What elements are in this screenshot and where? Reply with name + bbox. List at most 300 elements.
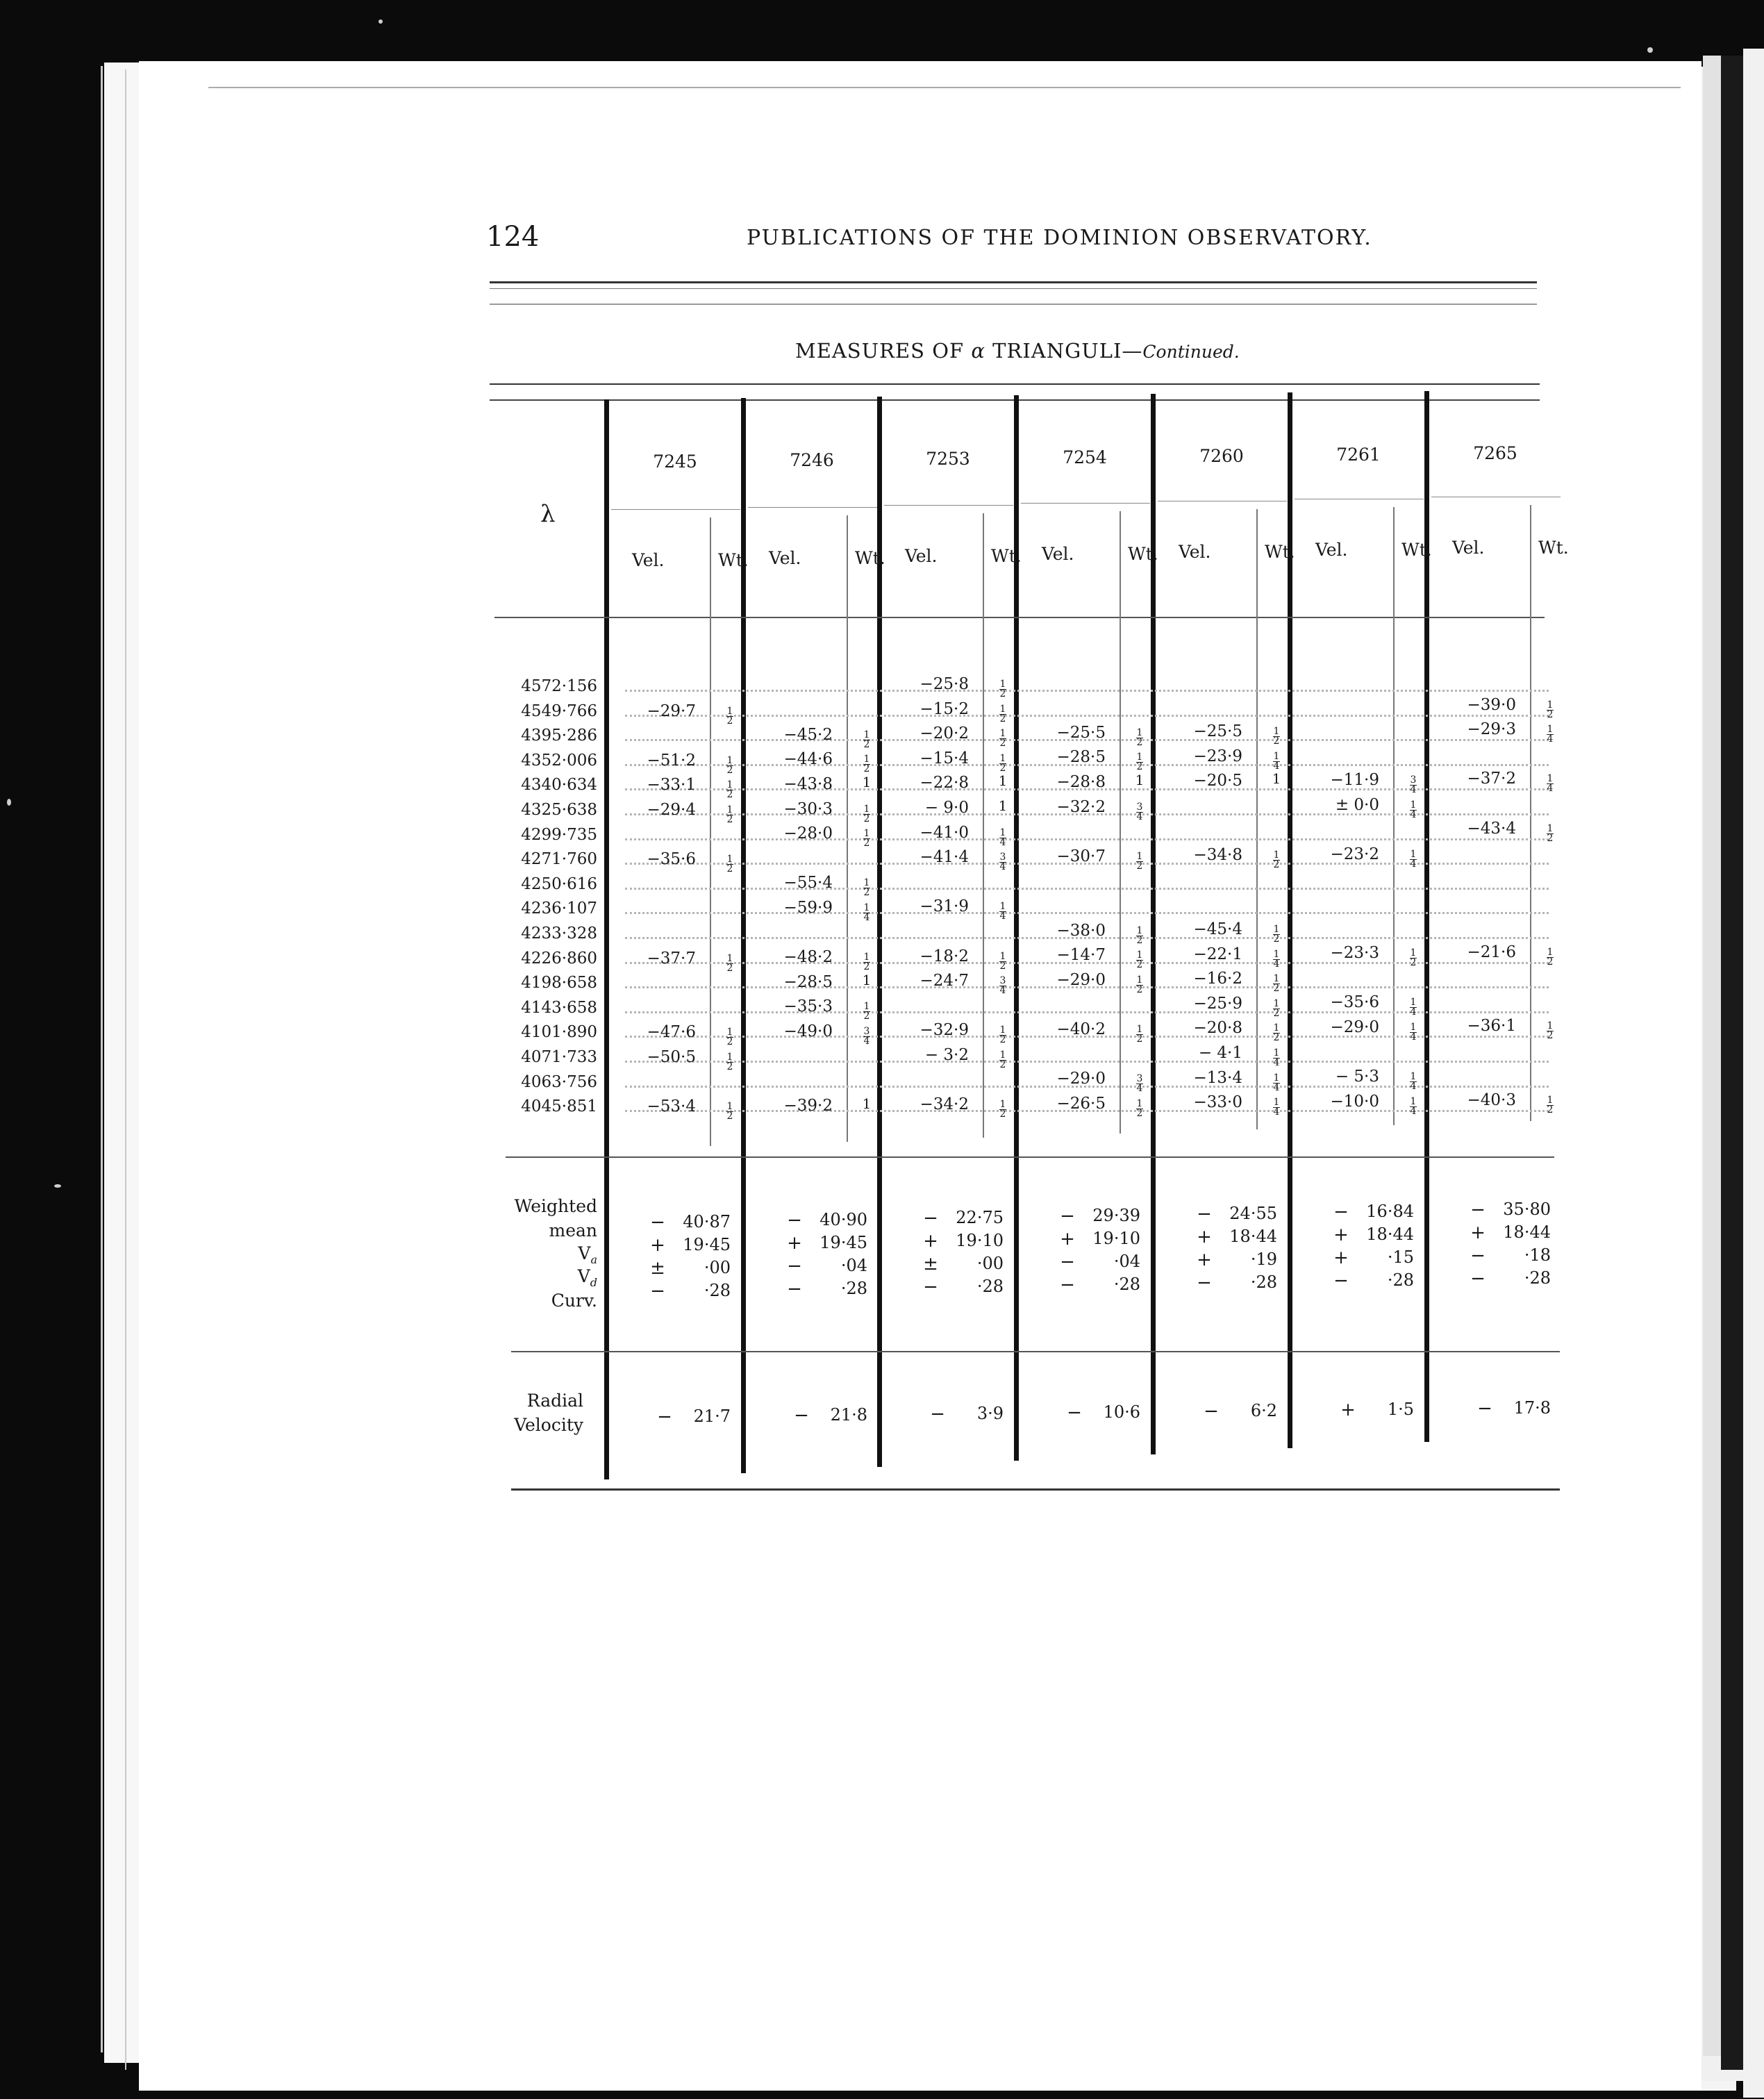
summary-sign: + (1470, 1222, 1486, 1243)
weight-fraction (726, 1054, 733, 1071)
weight-value (1403, 770, 1424, 794)
fraction-numerator: 1 (1136, 974, 1143, 986)
velocity-value: −51·2 (647, 751, 696, 770)
fraction-denominator: 2 (999, 738, 1006, 749)
weight-fraction (1547, 775, 1554, 793)
fraction-numerator: 1 (726, 754, 733, 766)
wavelength: 4143·658 (521, 998, 597, 1017)
radial-velocity-value: 21·7 (693, 1407, 731, 1426)
weight-fraction (863, 731, 870, 749)
fraction-denominator: 4 (1410, 1081, 1417, 1093)
summary-value: 22·75 (956, 1208, 1004, 1227)
weight-fraction (1136, 1023, 1143, 1045)
summary-sign: − (650, 1281, 665, 1302)
velocity-value: −23·3 (1330, 944, 1379, 963)
weight-value (856, 996, 877, 1020)
fraction-denominator: 2 (999, 960, 1006, 972)
velocity-value: −23·2 (1330, 845, 1379, 863)
fraction-denominator: 2 (863, 961, 870, 973)
fraction-denominator: 2 (1273, 1032, 1280, 1044)
weight-fraction (726, 705, 733, 727)
summary-sign: − (1197, 1204, 1212, 1225)
velocity-value: −28·5 (1056, 748, 1106, 767)
radial-velocity-sign: − (930, 1404, 945, 1425)
vel-wt-divider (1393, 507, 1395, 1125)
radial-velocity-value: 10·6 (1103, 1402, 1140, 1422)
fraction-numerator: 1 (1273, 1072, 1280, 1084)
fraction-numerator: 1 (726, 854, 733, 865)
weight-value (719, 849, 740, 873)
page-top-edge (208, 87, 1681, 88)
velocity-value: −41·4 (920, 848, 969, 867)
velocity-value: −30·7 (1056, 847, 1106, 865)
weight-value (1129, 1068, 1150, 1093)
weight-value (1403, 943, 1424, 967)
weight-fraction (999, 1052, 1006, 1069)
velocity-value: −43·8 (783, 774, 833, 793)
summary-value: 19·10 (1092, 1229, 1140, 1248)
wt-header: Wt. (991, 546, 1022, 566)
wt-header: Wt. (855, 548, 885, 568)
vel-header: Vel. (1452, 538, 1485, 558)
velocity-value: −28·8 (1056, 772, 1106, 791)
fraction-denominator: 2 (999, 1059, 1006, 1070)
fraction-denominator: 4 (1273, 958, 1280, 970)
vel-header: Vel. (905, 546, 938, 566)
summary-sign: − (1333, 1270, 1349, 1291)
summary-value: ·28 (1113, 1275, 1140, 1294)
radial-velocity-value: 21·8 (830, 1405, 867, 1425)
velocity-value: −32·2 (1056, 797, 1106, 816)
weight-fraction (1273, 1047, 1280, 1068)
weight-fraction (726, 1103, 733, 1120)
weight-value (1129, 970, 1150, 994)
fraction-denominator: 2 (1547, 1030, 1554, 1042)
fraction-denominator: 4 (999, 911, 1006, 922)
fraction-denominator: 2 (1136, 761, 1143, 773)
fraction-numerator: 1 (1410, 1095, 1417, 1107)
weight-value (856, 799, 877, 823)
fraction-numerator: 1 (1136, 1097, 1143, 1109)
velocity-value: −36·1 (1467, 1017, 1516, 1036)
vel-wt-divider (847, 515, 848, 1142)
velocity-value: −30·3 (783, 799, 833, 818)
fraction-denominator: 2 (999, 1034, 1006, 1046)
plate-number: 7265 (1473, 443, 1517, 463)
weight-fraction (1273, 926, 1280, 943)
velocity-value: −35·6 (1330, 993, 1379, 1012)
page-edge (101, 66, 103, 2052)
fraction-denominator: 4 (1410, 1031, 1417, 1043)
summary-value: ·28 (1387, 1270, 1414, 1290)
weight-fraction (1547, 699, 1554, 720)
weight-fraction (863, 879, 870, 897)
weight-value (1540, 942, 1561, 966)
page-edge (125, 69, 126, 2070)
velocity-value: −15·2 (920, 699, 969, 718)
weight-fraction (863, 954, 870, 971)
summary-sign: − (1470, 1268, 1486, 1289)
fraction-numerator: 1 (1273, 750, 1280, 762)
weight-fraction (863, 756, 870, 773)
weight-fraction (1273, 948, 1280, 970)
vel-wt-divider (983, 513, 984, 1138)
summary-sign: − (787, 1210, 802, 1231)
wt-header: Wt. (1128, 544, 1158, 564)
summary-sign: ± (923, 1254, 938, 1275)
weight-value (1129, 1019, 1150, 1043)
weight-fraction (1410, 848, 1417, 870)
velocity-value: −11·9 (1330, 770, 1379, 789)
weight-value: 1 (998, 797, 1008, 814)
weight-fraction (999, 681, 1006, 698)
velocity-value: −28·5 (783, 972, 833, 991)
fraction-numerator: 1 (863, 952, 870, 963)
summary-sign: + (787, 1233, 802, 1254)
wt-header: Wt. (718, 550, 749, 570)
velocity-value: −25·5 (1056, 723, 1106, 742)
fraction-numerator: 1 (726, 952, 733, 964)
fraction-numerator: 1 (1410, 848, 1417, 860)
velocity-value: −39·2 (783, 1096, 833, 1115)
weight-value (1540, 1015, 1561, 1040)
summary-value: ·28 (840, 1279, 867, 1298)
fraction-numerator: 1 (1136, 850, 1143, 862)
weight-fraction (1136, 850, 1143, 872)
vel-header: Vel. (1179, 542, 1211, 562)
fraction-denominator: 2 (726, 715, 733, 727)
fraction-denominator: 2 (726, 1111, 733, 1122)
weight-value (719, 774, 740, 799)
wavelength: 4325·638 (521, 801, 597, 819)
velocity-value: −31·9 (920, 897, 969, 916)
velocity-value: −32·9 (920, 1021, 969, 1040)
weight-value (992, 847, 1013, 871)
weight-value (992, 946, 1013, 970)
summary-value: 40·87 (683, 1212, 731, 1231)
velocity-value: −48·2 (783, 948, 833, 967)
weight-fraction (999, 903, 1006, 920)
summary-sign: − (787, 1279, 802, 1300)
fraction-denominator: 4 (1136, 1083, 1143, 1095)
book-page (139, 61, 1701, 2089)
weight-value (719, 799, 740, 824)
wavelength: 4063·756 (521, 1072, 597, 1091)
weight-value: 1 (1272, 770, 1281, 788)
fraction-denominator: 4 (1410, 808, 1417, 820)
weight-value (1129, 722, 1150, 747)
velocity-value: −49·0 (783, 1022, 833, 1040)
weight-value (856, 872, 877, 897)
header-rule (490, 281, 1537, 283)
fraction-numerator: 1 (999, 752, 1006, 764)
weight-fraction (1136, 1097, 1143, 1119)
row-leader-dots (625, 1061, 1549, 1063)
vel-header: Vel. (769, 548, 801, 568)
velocity-value: −40·2 (1056, 1020, 1106, 1038)
velocity-value: −35·3 (783, 997, 833, 1016)
weight-fraction (999, 703, 1006, 724)
weight-value (992, 822, 1013, 847)
summary-label: mean (549, 1220, 597, 1241)
running-title: PUBLICATIONS OF THE DOMINION OBSERVATORY. (747, 226, 1372, 250)
weight-value (992, 1045, 1013, 1069)
fraction-denominator: 2 (863, 763, 870, 775)
weight-value (719, 1022, 740, 1046)
weight-value (1129, 846, 1150, 870)
vel-header: Vel. (1315, 540, 1348, 560)
weight-value (1266, 721, 1287, 745)
table-bottom-rule (511, 1488, 1560, 1491)
next-page-edge (1743, 49, 1764, 2098)
fraction-numerator: 1 (1547, 724, 1554, 736)
fraction-denominator: 2 (999, 762, 1006, 774)
velocity-value: ± 0·0 (1335, 795, 1379, 814)
velocity-value: −20·5 (1193, 772, 1242, 790)
weight-fraction (726, 952, 733, 974)
wavelength: 4045·851 (521, 1097, 597, 1116)
weight-fraction (1273, 728, 1280, 745)
fraction-numerator: 1 (999, 679, 1006, 690)
fraction-numerator: 1 (999, 827, 1006, 838)
summary-sign: + (923, 1231, 938, 1252)
fraction-numerator: 1 (1273, 1022, 1280, 1034)
weight-value (1129, 797, 1150, 821)
fraction-numerator: 1 (1547, 822, 1554, 834)
fraction-numerator: 1 (726, 779, 733, 791)
plate-underline (1021, 503, 1150, 504)
weight-value (1266, 993, 1287, 1018)
summary-value: 18·44 (1229, 1227, 1277, 1246)
summary-sign: + (1197, 1250, 1212, 1270)
summary-label-subscript: d (590, 1276, 597, 1289)
weight-value (719, 1096, 740, 1120)
weight-value (1266, 968, 1287, 993)
fraction-numerator: 1 (863, 902, 870, 913)
fraction-numerator: 1 (1410, 947, 1417, 959)
fraction-denominator: 4 (999, 985, 1006, 997)
summary-sign: − (1333, 1202, 1349, 1222)
velocity-value: −34·2 (920, 1095, 969, 1114)
fraction-numerator: 1 (999, 728, 1006, 740)
summary-value: 40·90 (819, 1210, 867, 1229)
wavelength: 4101·890 (521, 1023, 597, 1042)
velocity-value: −33·1 (647, 776, 696, 795)
fraction-denominator: 4 (1273, 1106, 1280, 1118)
weight-fraction (999, 1024, 1006, 1046)
radial-velocity-sign: − (1204, 1401, 1219, 1422)
weight-fraction (1273, 975, 1280, 993)
weight-value (856, 1021, 877, 1045)
weight-value (1266, 746, 1287, 770)
weight-value (992, 699, 1013, 723)
radial-velocity-sign: − (1477, 1398, 1492, 1419)
radial-velocity-sign: − (657, 1407, 672, 1427)
radial-velocity-label: Velocity (514, 1415, 583, 1435)
vel-wt-divider (1120, 511, 1121, 1134)
fraction-numerator: 1 (726, 705, 733, 717)
velocity-value: −55·4 (783, 874, 833, 893)
summary-value: ·04 (840, 1256, 867, 1275)
summary-sign: − (923, 1208, 938, 1229)
weight-value (1266, 1018, 1287, 1042)
table-title-star: TRIANGULI— (992, 339, 1143, 363)
summary-sign: − (1060, 1275, 1075, 1295)
column-heavy-rule (604, 399, 609, 1479)
fraction-numerator: 1 (1273, 924, 1280, 935)
weight-fraction (726, 781, 733, 799)
weight-fraction (726, 754, 733, 776)
velocity-value: −20·8 (1193, 1019, 1242, 1038)
weight-fraction (863, 1003, 870, 1020)
weight-value (856, 897, 877, 922)
fraction-denominator: 2 (863, 1011, 870, 1022)
fraction-denominator: 2 (999, 713, 1006, 724)
fraction-numerator: 1 (726, 1027, 733, 1038)
plate-number: 7254 (1063, 447, 1107, 467)
summary-value: 19·45 (683, 1235, 731, 1254)
table-title (795, 339, 1240, 363)
summary-value: ·15 (1387, 1247, 1414, 1267)
fraction-denominator: 2 (726, 1036, 733, 1048)
summary-sign: + (1060, 1229, 1075, 1250)
weight-fraction (1410, 1071, 1417, 1093)
radial-velocity-sign: + (1340, 1400, 1356, 1420)
velocity-value: −28·0 (783, 824, 833, 843)
velocity-value: −59·9 (783, 898, 833, 917)
weight-fraction (1136, 754, 1143, 771)
velocity-value: − 4·1 (1198, 1044, 1242, 1062)
fraction-numerator: 1 (999, 950, 1006, 962)
fraction-denominator: 4 (1410, 858, 1417, 870)
velocity-value: − 9·0 (924, 799, 969, 817)
table-header-rule (494, 617, 1545, 618)
table-title-greek: α (971, 339, 985, 363)
weight-value (1266, 845, 1287, 869)
summary-sign: − (1470, 1245, 1486, 1266)
weight-value (992, 1020, 1013, 1044)
scan-speck (1647, 47, 1653, 53)
fraction-denominator: 2 (863, 813, 870, 824)
weight-fraction (1273, 1099, 1280, 1116)
table-title-main: MEASURES OF (795, 339, 965, 363)
summary-sign: − (923, 1277, 938, 1297)
row-leader-dots (625, 888, 1549, 890)
velocity-value: −44·6 (783, 750, 833, 769)
velocity-value: −35·6 (647, 850, 696, 869)
weight-value (856, 749, 877, 773)
wavelength: 4340·634 (521, 776, 597, 795)
velocity-value: −29·0 (1056, 1070, 1106, 1088)
weight-value (719, 1047, 740, 1071)
wavelength: 4250·616 (521, 874, 597, 893)
weight-value (992, 723, 1013, 747)
fraction-denominator: 4 (1410, 1006, 1417, 1018)
fraction-numerator: 1 (863, 803, 870, 815)
weight-fraction (999, 752, 1006, 774)
weight-value: 1 (998, 772, 1008, 790)
weight-value (992, 748, 1013, 772)
summary-sign: ± (650, 1258, 665, 1279)
fraction-numerator: 1 (1273, 1097, 1280, 1109)
fraction-numerator: 1 (1547, 946, 1554, 958)
summary-sign: + (650, 1235, 665, 1256)
fraction-numerator: 1 (1136, 949, 1143, 961)
header-rule-light (490, 304, 1537, 305)
weight-value (856, 724, 877, 749)
summary-sign: + (1333, 1225, 1349, 1245)
fraction-numerator: 1 (1273, 997, 1280, 1009)
radial-velocity-value: 3·9 (976, 1404, 1004, 1423)
weight-fraction (999, 1101, 1006, 1118)
weight-fraction (1547, 1022, 1554, 1040)
weight-fraction (1547, 1097, 1554, 1114)
velocity-value: −53·4 (647, 1097, 696, 1116)
fraction-denominator: 2 (863, 838, 870, 849)
weight-fraction (726, 806, 733, 824)
body-bottom-rule (506, 1156, 1554, 1158)
weight-value (1129, 1093, 1150, 1118)
summary-value: ·28 (1250, 1272, 1277, 1292)
weight-fraction (1410, 774, 1417, 795)
fraction-numerator: 1 (1410, 799, 1417, 811)
fraction-denominator: 2 (1547, 1104, 1554, 1116)
fraction-denominator: 2 (1136, 1107, 1143, 1119)
wavelength: 4299·735 (521, 825, 597, 844)
weight-fraction (1273, 1072, 1280, 1093)
weight-fraction (1136, 1075, 1143, 1093)
summary-value: 16·84 (1366, 1202, 1414, 1221)
velocity-value: − 3·2 (924, 1046, 969, 1064)
fraction-numerator: 1 (1136, 1023, 1143, 1035)
weight-value (1403, 992, 1424, 1016)
fraction-numerator: 1 (1547, 773, 1554, 785)
weight-value (992, 896, 1013, 920)
weight-value (1129, 747, 1150, 771)
summary-sign: − (650, 1212, 665, 1233)
summary-label: Weighted (514, 1196, 597, 1216)
summary-value: ·18 (1524, 1245, 1551, 1265)
row-leader-dots (625, 690, 1549, 692)
velocity-value: −24·7 (920, 972, 969, 990)
wavelength: 4572·156 (521, 677, 597, 695)
fraction-denominator: 4 (1547, 783, 1554, 795)
fraction-denominator: 2 (1136, 959, 1143, 971)
summary-label: $V_d$ (577, 1266, 597, 1289)
wt-header: Wt. (1265, 542, 1295, 562)
plate-number: 7253 (926, 449, 970, 469)
velocity-value: −29·3 (1467, 720, 1516, 739)
summary-sign: + (1333, 1247, 1349, 1268)
fraction-numerator: 1 (863, 877, 870, 889)
fraction-denominator: 2 (726, 962, 733, 974)
plate-number: 7260 (1199, 446, 1244, 466)
row-leader-dots (625, 715, 1549, 717)
velocity-value: − 5·3 (1335, 1068, 1379, 1086)
radial-velocity-value: 6·2 (1250, 1401, 1277, 1420)
fraction-denominator: 2 (1273, 983, 1280, 995)
plate-number: 7261 (1336, 445, 1381, 465)
weight-value (719, 701, 740, 725)
fraction-numerator: 1 (1547, 699, 1554, 711)
fraction-denominator: 4 (999, 836, 1006, 848)
weight-value (1540, 719, 1561, 743)
fraction-numerator: 1 (1410, 1021, 1417, 1033)
fraction-numerator: 1 (1410, 1071, 1417, 1083)
weight-value (992, 674, 1013, 698)
fraction-numerator: 1 (1136, 752, 1143, 763)
weight-value: 1 (862, 1095, 872, 1112)
